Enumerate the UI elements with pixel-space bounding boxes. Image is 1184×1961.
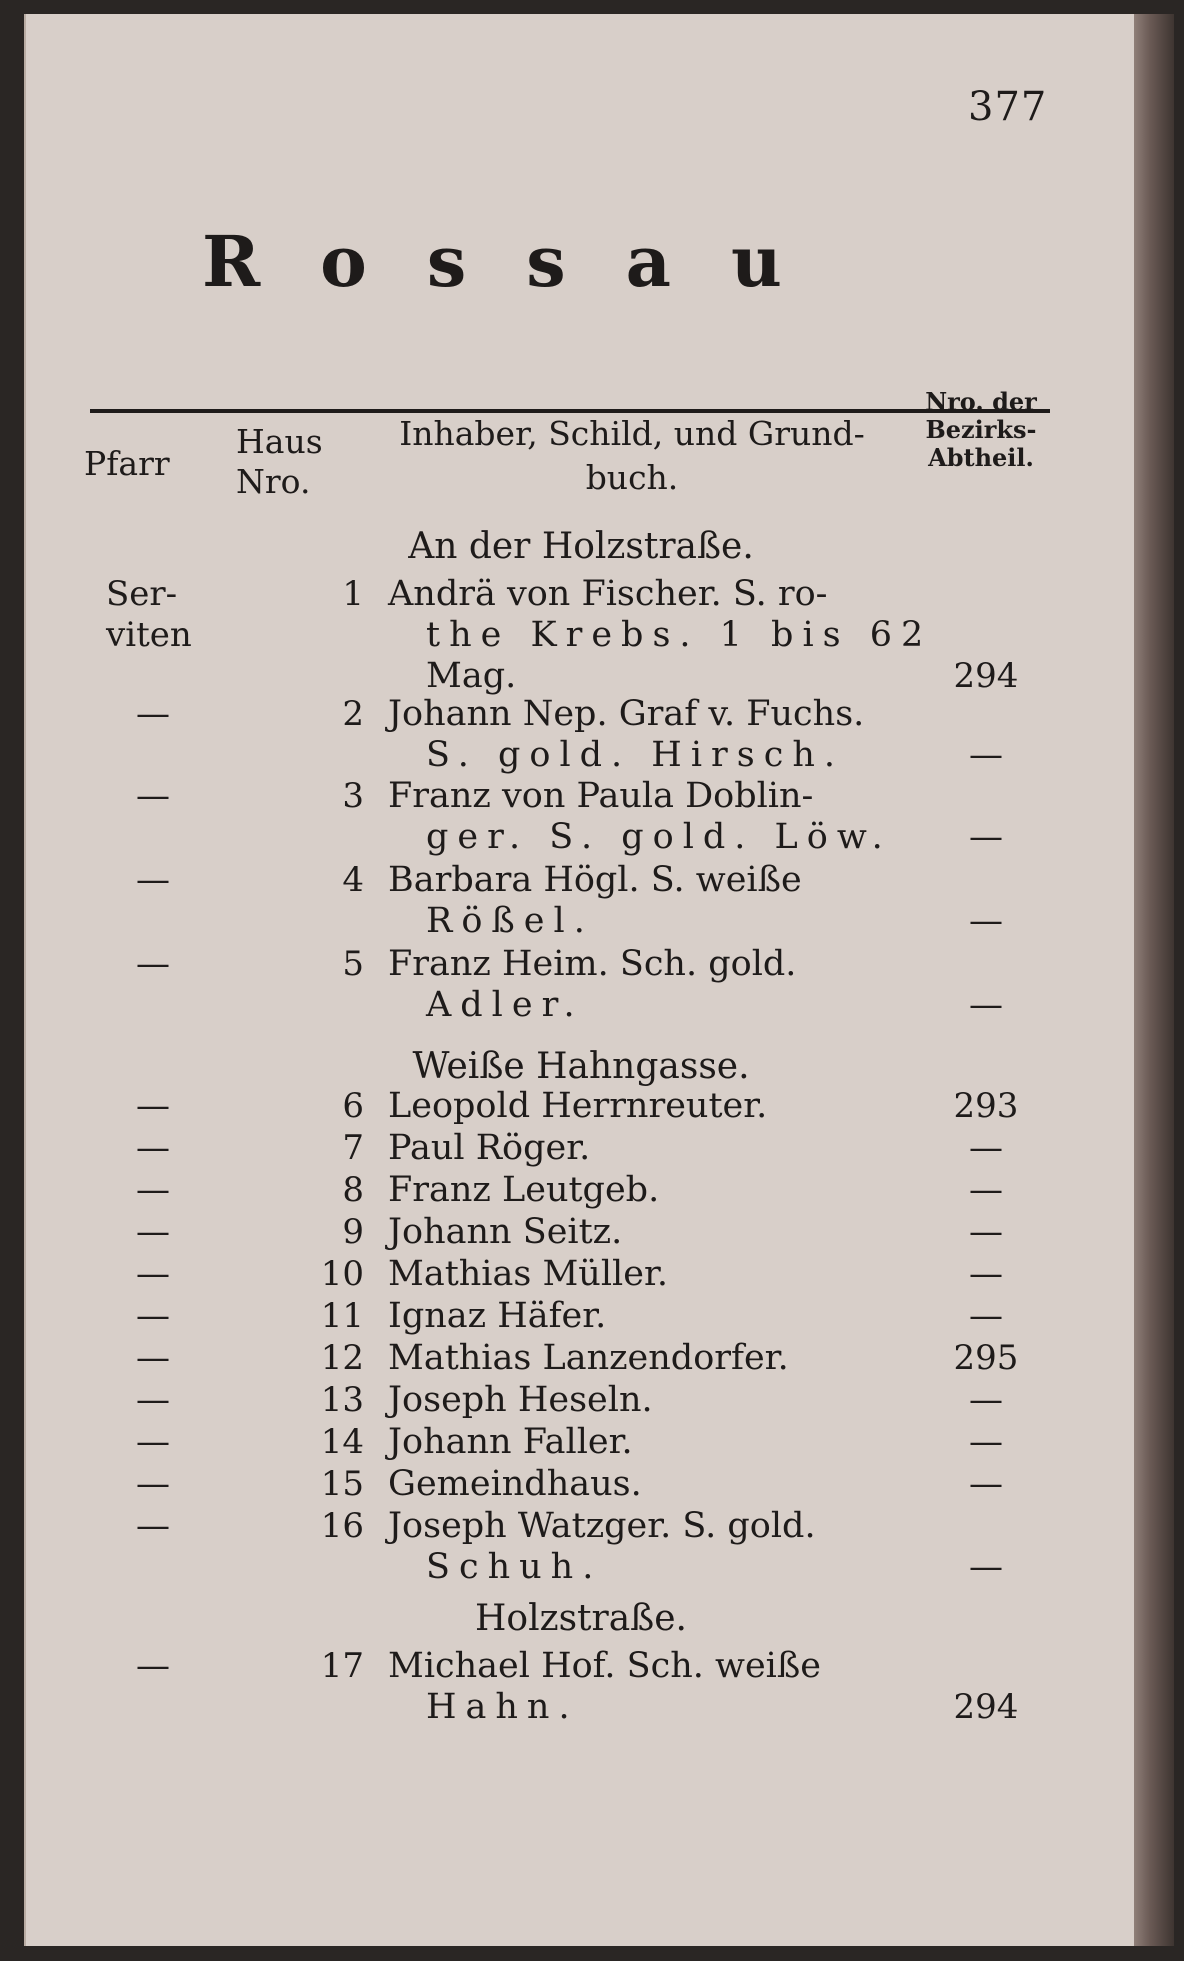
header-bezirk-line2: Bezirks-	[925, 415, 1037, 444]
bezirk-number: —	[969, 1422, 1003, 1462]
pfarr-cell: —	[136, 1646, 170, 1686]
pfarr-cell: Ser-	[106, 574, 178, 614]
pfarr-cell: —	[136, 1212, 170, 1252]
owner-text: Leopold Herrnreuter.	[388, 1086, 768, 1126]
header-inhaber	[362, 412, 902, 500]
pfarr-cell: —	[136, 1086, 170, 1126]
house-number: 13	[320, 1380, 364, 1420]
owner-text: Franz von Paula Doblin-	[388, 776, 814, 816]
owner-text: Andrä von Fischer. S. ro-	[388, 574, 828, 614]
owner-text: Franz Heim. Sch. gold.	[388, 944, 797, 984]
house-number: 11	[320, 1296, 364, 1336]
pfarr-cell: —	[136, 1254, 170, 1294]
bezirk-number: —	[969, 1128, 1003, 1168]
header-bezirk-line3: Abtheil.	[928, 443, 1034, 472]
owner-text: Mag.	[426, 656, 517, 696]
house-number: 10	[320, 1254, 364, 1294]
pfarr-cell: —	[136, 1128, 170, 1168]
bezirk-number: —	[969, 735, 1003, 775]
house-number: 4	[342, 860, 364, 900]
header-bezirk-line1: Nro. der	[925, 387, 1037, 416]
owner-text: ger. S. gold. Löw.	[426, 817, 892, 857]
header-bezirk	[906, 388, 1056, 472]
pfarr-cell: —	[136, 1338, 170, 1378]
pfarr-cell: —	[136, 1296, 170, 1336]
street-heading: An der Holzstraße.	[408, 526, 754, 567]
page-title: Rossau	[202, 220, 842, 303]
owner-text: Joseph Heseln.	[388, 1380, 653, 1420]
owner-text: Johann Faller.	[388, 1422, 633, 1462]
house-number: 9	[342, 1212, 364, 1252]
owner-text: Johann Nep. Graf v. Fuchs.	[388, 694, 865, 734]
house-number: 17	[320, 1646, 364, 1686]
house-number: 8	[342, 1170, 364, 1210]
owner-text: Joseph Watzger. S. gold.	[388, 1506, 816, 1546]
owner-text: S. gold. Hirsch.	[426, 735, 844, 775]
house-number: 15	[320, 1464, 364, 1504]
header-nro: Nro.	[236, 462, 311, 501]
pfarr-cell: —	[136, 1170, 170, 1210]
house-number: 12	[320, 1338, 364, 1378]
header-haus-nro	[236, 422, 323, 502]
bezirk-number: —	[969, 1254, 1003, 1294]
owner-text: Mathias Müller.	[388, 1254, 668, 1294]
owner-text: Barbara Högl. S. weiße	[388, 860, 802, 900]
bezirk-number: —	[969, 1380, 1003, 1420]
pfarr-cell: viten	[106, 615, 192, 655]
owner-text: Gemeindhaus.	[388, 1464, 642, 1504]
bezirk-number: —	[969, 1547, 1003, 1587]
bezirk-number: —	[969, 1296, 1003, 1336]
header-inhaber-line2: buch.	[585, 458, 679, 497]
owner-text: the Krebs. 1 bis 62	[426, 615, 933, 655]
bezirk-number: 294	[953, 1687, 1019, 1727]
page-number: 377	[968, 84, 1048, 130]
house-number: 1	[342, 574, 364, 614]
owner-text: Franz Leutgeb.	[388, 1170, 660, 1210]
pfarr-cell: —	[136, 944, 170, 984]
page-sheet	[24, 14, 1136, 1946]
bezirk-number: —	[969, 985, 1003, 1025]
owner-text: Hahn.	[426, 1687, 579, 1727]
header-inhaber-line1: Inhaber, Schild, und Grund-	[399, 414, 865, 453]
bezirk-number: 294	[953, 656, 1019, 696]
owner-text: Ignaz Häfer.	[388, 1296, 607, 1336]
bezirk-number: 295	[953, 1338, 1019, 1378]
owner-text: Rößel.	[426, 901, 594, 941]
page-edge	[1134, 14, 1174, 1946]
house-number: 14	[320, 1422, 364, 1462]
house-number: 7	[342, 1128, 364, 1168]
owner-text: Johann Seitz.	[388, 1212, 623, 1252]
owner-text: Michael Hof. Sch. weiße	[388, 1646, 821, 1686]
owner-text: Mathias Lanzendorfer.	[388, 1338, 789, 1378]
pfarr-cell: —	[136, 776, 170, 816]
owner-text: Adler.	[426, 985, 584, 1025]
pfarr-cell: —	[136, 1422, 170, 1462]
pfarr-cell: —	[136, 1380, 170, 1420]
house-number: 2	[342, 694, 364, 734]
bezirk-number: —	[969, 1464, 1003, 1504]
header-haus: Haus	[236, 422, 323, 461]
house-number: 6	[342, 1086, 364, 1126]
bezirk-number: —	[969, 817, 1003, 857]
pfarr-cell: —	[136, 1464, 170, 1504]
pfarr-cell: —	[136, 694, 170, 734]
pfarr-cell: —	[136, 1506, 170, 1546]
house-number: 3	[342, 776, 364, 816]
street-heading: Holzstraße.	[475, 1598, 687, 1639]
owner-text: Paul Röger.	[388, 1128, 591, 1168]
bezirk-number: 293	[953, 1086, 1019, 1126]
street-heading: Weiße Hahngasse.	[412, 1046, 750, 1087]
header-pfarr: Pfarr	[84, 444, 170, 483]
bezirk-number: —	[969, 901, 1003, 941]
house-number: 5	[342, 944, 364, 984]
owner-text: Schuh.	[426, 1547, 603, 1587]
pfarr-cell: —	[136, 860, 170, 900]
house-number: 16	[320, 1506, 364, 1546]
bezirk-number: —	[969, 1212, 1003, 1252]
bezirk-number: —	[969, 1170, 1003, 1210]
